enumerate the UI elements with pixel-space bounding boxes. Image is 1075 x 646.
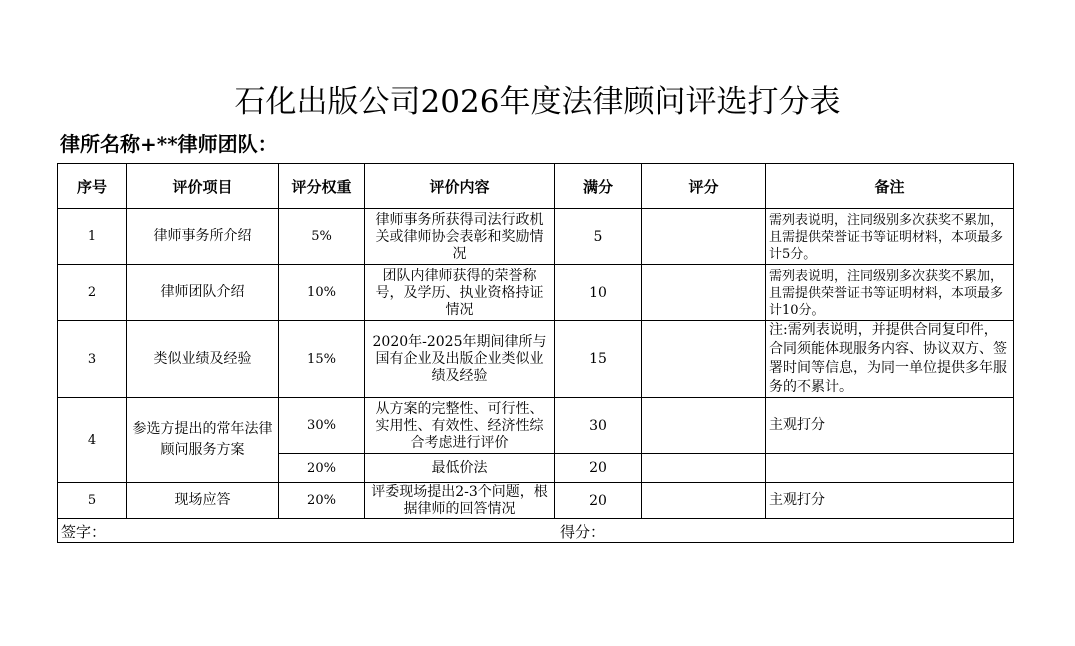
row-full-score: 20 [555, 454, 642, 483]
sign-label: 签字： [61, 523, 107, 541]
row-no: 4 [58, 398, 127, 483]
table-row [58, 483, 1014, 519]
row-content: 2020年-2025年期间律所与国有企业及出版企业类似业绩及经验 [365, 321, 555, 398]
row-content [365, 398, 555, 454]
row-weight: 20% [279, 483, 365, 519]
row-score-cell[interactable] [642, 321, 766, 398]
header-weight: 评分权重 [279, 164, 365, 209]
row-score-cell[interactable] [642, 483, 766, 519]
page-title: 石化出版公司2026年度法律顾问评选打分表 [234, 84, 841, 120]
total-score-label: 得分： [560, 523, 606, 541]
header-score: 评分 [642, 164, 766, 209]
row-full-score: 20 [555, 483, 642, 519]
row-no: 5 [58, 483, 127, 519]
row-item: 律师事务所介绍 [127, 209, 279, 265]
row-no: 2 [58, 265, 127, 321]
header-full-score: 满分 [555, 164, 642, 209]
table-row [58, 398, 1014, 454]
footer-cell [58, 519, 1014, 543]
row-content [365, 483, 555, 519]
header-no: 序号 [58, 164, 127, 209]
table-header-row [58, 164, 1014, 209]
scoring-table [57, 163, 1014, 543]
table-row [58, 209, 1014, 265]
row-full-score: 10 [555, 265, 642, 321]
row-content-text: 评委现场提出2-3个问题，根据律师的回答情况 [371, 483, 548, 517]
row-content-text: 团队内律师获得的荣誉称号，及学历、执业资格持证情况 [375, 267, 544, 318]
row-weight: 10% [279, 265, 365, 321]
row-content [365, 209, 555, 265]
row-note-text: 需列表说明，注同级别多次获奖不累加，且需提供荣誉证书等证明材料，本项最多计10分。 [769, 268, 1004, 318]
row-content [365, 265, 555, 321]
row-note: 注:需列表说明，并提供合同复印件，合同须能体现服务内容、协议双方、签署时间等信息，为同一单位提供多年服务的不累计。 [766, 321, 1014, 398]
row-weight: 30% [279, 398, 365, 454]
row-item: 现场应答 [127, 483, 279, 519]
row-item: 参选方提出的常年法律顾问服务方案 [127, 398, 279, 483]
row-weight: 15% [279, 321, 365, 398]
row-score-cell[interactable] [642, 398, 766, 454]
row-full-score: 15 [555, 321, 642, 398]
row-note-text: 需列表说明，注同级别多次获奖不累加，且需提供荣誉证书等证明材料，本项最多计5分。 [769, 212, 1004, 262]
header-item: 评价项目 [127, 164, 279, 209]
row-score-cell[interactable] [642, 454, 766, 483]
row-score-cell[interactable] [642, 209, 766, 265]
row-weight: 20% [279, 454, 365, 483]
row-note: 主观打分 [766, 398, 1014, 454]
row-content: 最低价法 [365, 454, 555, 483]
row-no: 1 [58, 209, 127, 265]
table-row [58, 321, 1014, 398]
row-note [766, 265, 1014, 321]
firm-name-label: 律所名称+**律师团队： [60, 132, 278, 156]
row-no: 3 [58, 321, 127, 398]
header-note: 备注 [766, 164, 1014, 209]
row-item: 类似业绩及经验 [127, 321, 279, 398]
row-content-text: 从方案的完整性、可行性、实用性、有效性、经济性综合考虑进行评价 [375, 400, 544, 451]
row-full-score: 5 [555, 209, 642, 265]
row-score-cell[interactable] [642, 265, 766, 321]
row-weight: 5% [279, 209, 365, 265]
footer-row [58, 519, 1014, 543]
row-content-text: 律师事务所获得司法行政机关或律师协会表彰和奖励情况 [375, 211, 544, 262]
row-item: 律师团队介绍 [127, 265, 279, 321]
header-content: 评价内容 [365, 164, 555, 209]
row-full-score: 30 [555, 398, 642, 454]
row-note: 主观打分 [766, 483, 1014, 519]
row-note [766, 454, 1014, 483]
table-row [58, 265, 1014, 321]
row-note [766, 209, 1014, 265]
